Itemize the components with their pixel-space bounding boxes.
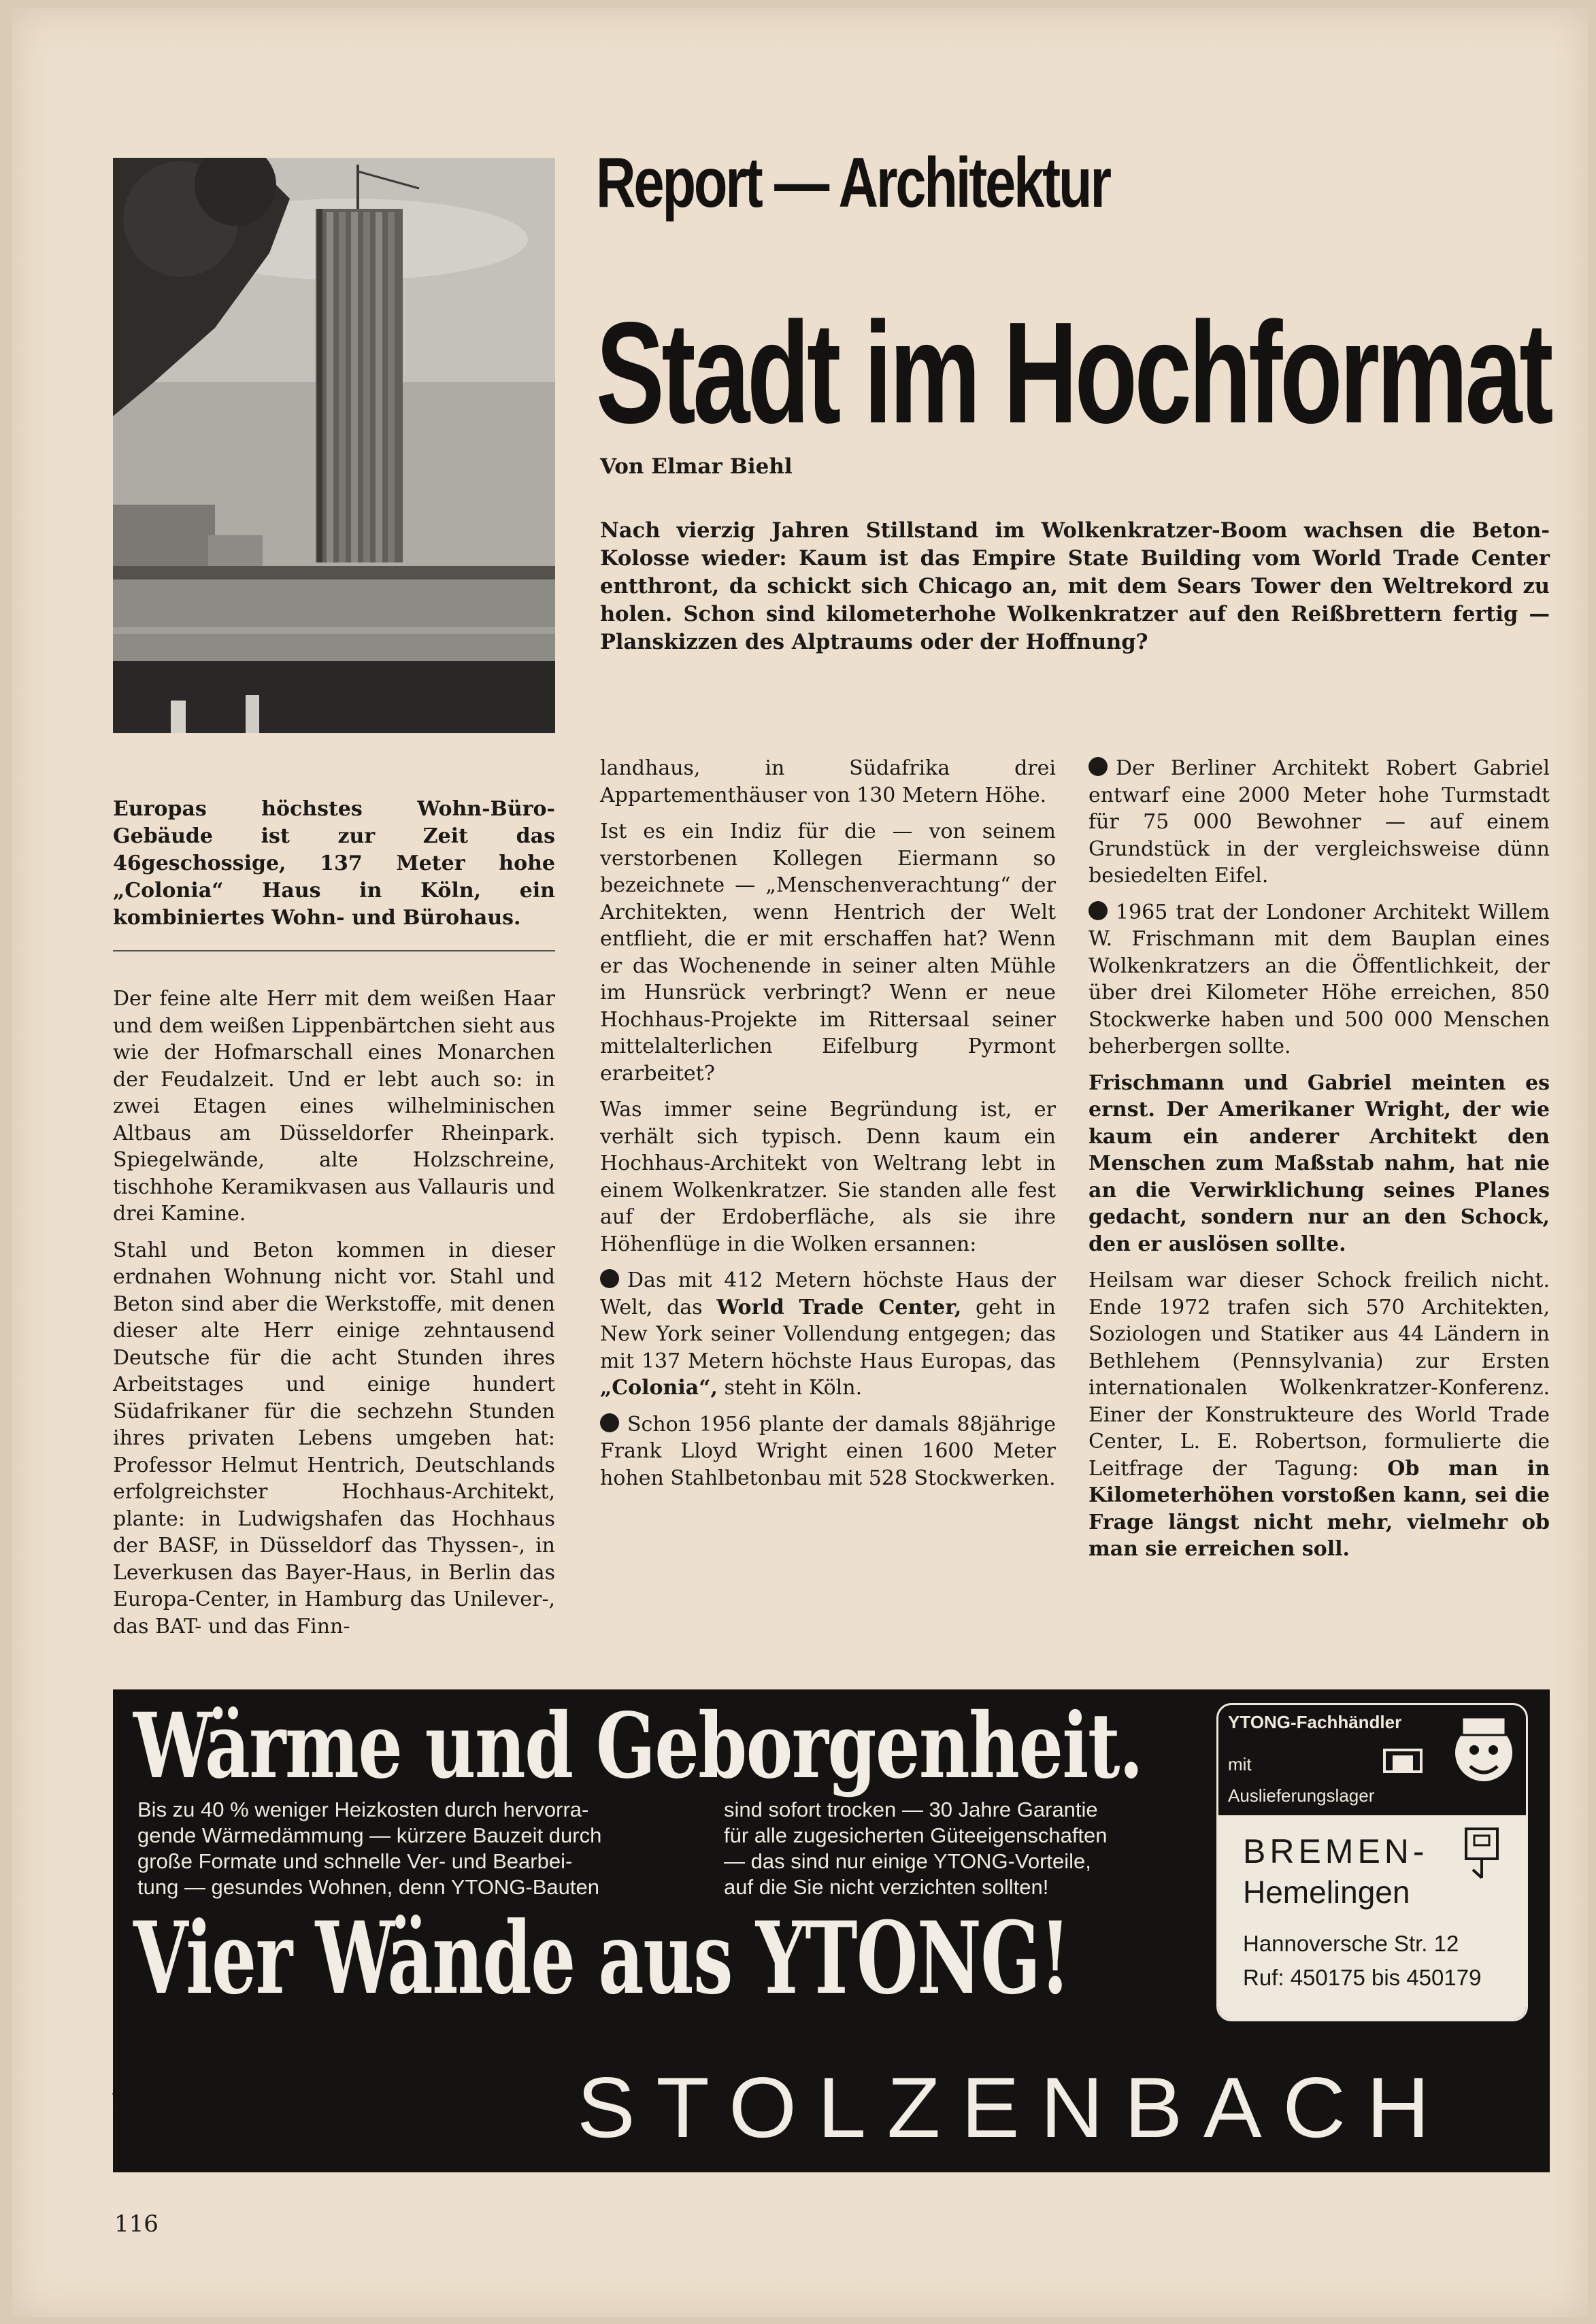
ad-text-line: — das sind nur einige YTONG-Vorteile,: [724, 1849, 1091, 1873]
body-paragraph: [1088, 1267, 1550, 1563]
bullet-text: 1965 trat der Londoner Architekt Willem W. Frischmann mit dem Bauplan eines Wolkenkratzers an die Öffentlichkeit, der über drei Kilometer Höhe erreichen, 850 Stockwerke haben und 500 000 Menschen beherbergen sollte.: [1088, 900, 1550, 1058]
warehouse-icon: [1382, 1747, 1424, 1774]
ad-text-line: sind sofort trocken — 30 Jahre Garantie: [724, 1798, 1098, 1821]
body-paragraph: landhaus, in Südafrika drei Appartementhäuser von 130 Metern Höhe.: [600, 756, 1056, 807]
column-3: [1088, 755, 1550, 1572]
caption-divider: [113, 950, 555, 952]
bullet-paragraph: [600, 1267, 1056, 1402]
dealer-mit: mit: [1228, 1754, 1252, 1774]
cover-photo: [113, 158, 555, 733]
ad-text-line: tung — gesundes Wohnen, denn YTONG-Bauten: [137, 1875, 600, 1899]
column-2: [600, 755, 1056, 1501]
mascot-face-icon: [1450, 1712, 1518, 1787]
ad-text-line: auf die Sie nicht verzichten sollten!: [724, 1875, 1049, 1899]
page-number: 116: [114, 2210, 159, 2238]
dealer-header: [1218, 1705, 1526, 1815]
ad-slogan: Vier Wände aus YTONG!: [133, 1900, 1070, 2017]
ad-text-left: [137, 1797, 601, 1900]
bullet-dot-icon: [600, 1269, 619, 1288]
section-kicker: Report — Architektur: [596, 144, 1110, 222]
bullet-text: Der Berliner Architekt Robert Gabriel entwarf eine 2000 Meter hohe Turmstadt für 75 000 Bewohner — auf einem Grundstück in der vergleichsweise dünn besiedelten Eifel.: [1088, 756, 1550, 888]
bullet-text-bold: World Trade Center,: [716, 1295, 962, 1319]
ad-text-line: große Formate und schnelle Ver- und Bearbei-: [137, 1849, 573, 1873]
dealer-box: [1216, 1703, 1528, 2021]
body-text-bold: Ob man in Kilometerhöhen vorstoßen kann, sei die Frage längst nicht mehr, vielmehr ob man sie erreichen soll.: [1088, 1456, 1550, 1561]
body-paragraph: Der feine alte Herr mit dem weißen Haar und dem weißen Lippenbärtchen sieht aus wie der Hofmarschall eines Monarchen der Feudalzeit. Und er lebt auch so: in zwei Etagen eines wilhelminischen Altbaus am Düsseldorfer Rheinpark. Spiegelwände, alte Holzschreine, tischhohe Keramikvasen aus Vallauris und drei Kamine.: [113, 987, 555, 1226]
ad-text-line: Bis zu 40 % weniger Heizkosten durch hervorra-: [137, 1798, 589, 1821]
bullet-dot-icon: [600, 1413, 619, 1432]
photo-caption: Europas höchstes Wohn-Büro-Gebäude ist zur Zeit das 46geschossige, 137 Meter hohe „Colonia“ Haus in Köln, ein kombiniertes Wohn- und Bürohaus.: [113, 797, 555, 930]
ad-headline: Wärme und Geborgenheit.: [133, 1694, 1143, 1799]
dealer-city: BREMEN-: [1243, 1832, 1429, 1870]
bold-text: Frischmann und Gabriel meinten es ernst. Der Amerikaner Wright, der wie kaum ein anderer Architekt den Menschen zum Maßstab nahm, hat nie an die Verwirklichung seines Planes gedacht, sondern nur an den Schock, den er auslösen sollte.: [1088, 1071, 1550, 1256]
column-1: [113, 986, 555, 1649]
dealer-lager: Auslieferungslager: [1228, 1785, 1375, 1806]
bullet-text: steht in Köln.: [717, 1376, 863, 1400]
bullet-text: Schon 1956 plante der damals 88jährige Frank Lloyd Wright einen 1600 Meter hohen Stahlbetonbau mit 528 Stockwerken.: [600, 1412, 1056, 1490]
bullet-text: geht in New York seiner Vollendung entgegen; das mit 137 Metern höchste Haus Europas, das: [600, 1295, 1056, 1373]
bullet-text: Das mit 412 Metern höchste Haus der Welt, das: [600, 1268, 1056, 1319]
dealer-address: [1218, 1815, 1526, 2019]
company-name: STOLZENBACH: [577, 2059, 1451, 2155]
dealer-label: YTONG-Fachhändler: [1228, 1712, 1402, 1732]
byline: Von Elmar Biehl: [600, 454, 793, 479]
ad-text-line: gende Wärmedämmung — kürzere Bauzeit durch: [137, 1823, 602, 1847]
bullet-paragraph: [1088, 899, 1550, 1060]
bullet-paragraph: [1088, 755, 1550, 890]
bullet-dot-icon: [1088, 757, 1108, 776]
article-headline: Stadt im Hochformat: [596, 292, 1551, 453]
dealer-district: Hemelingen: [1243, 1874, 1410, 1910]
dealer-phone: Ruf: 450175 bis 450179: [1243, 1965, 1482, 1990]
ad-text-line: für alle zugesicherten Güteeigenschaften: [724, 1823, 1108, 1847]
ytong-fachhaendler: YTONG-FACHHÄNDLER: [113, 2086, 614, 2127]
body-text: Heilsam war dieser Schock freilich nicht. Ende 1972 trafen sich 570 Architekten, Soziologen und Statiker aus 44 Ländern in Bethlehem (Pennsylvania) zur Ersten internationalen Wolkenkratzer-Konferenz. Einer der Konstrukteure des World Trade Center, L. E. Robertson, formulierte die Leitfrage der Tagung:: [1088, 1268, 1550, 1481]
body-paragraph: Ist es ein Indiz für die — von seinem verstorbenen Kollegen Eiermann so bezeichnete — „Menschenverachtung“ der Architekten, wenn Hentrich der Welt entflieht, die er mit erschaffen hat? Wenn er das Wochenende in seiner alten Mühle im Hunsrück verbringt? Wenn er neue Hochhaus-Projekte im Rittersaal seiner mittelalterlichen Eifelburg Pyrmont erarbeitet?: [600, 820, 1056, 1085]
bullet-dot-icon: [1088, 901, 1108, 920]
block-icon: [1463, 1826, 1501, 1881]
body-paragraph: Stahl und Beton kommen in dieser erdnahen Wohnung nicht vor. Stahl und Beton sind aber die Werkstoffe, mit denen dieser alte Herr einige zehntausend Deutsche für die acht Stunden ihres Arbeitstages und einige hundert Südafrikaner für die sechzehn Stunden ihres privaten Lebens umgeben hat: Professor Helmut Hentrich, Deutschlands erfolgreichster Hochhaus-Architekt, plante: in Ludwigshafen das Hochhaus der BASF, in Düsseldorf das Thyssen-, in Leverkusen das Bayer-Haus, in Berlin das Europa-Center, in Hamburg das Unilever-, das BAT- und das Finn-: [113, 1238, 555, 1638]
skyscraper-photo-illustration: [113, 158, 555, 733]
ad-text-right: [724, 1797, 1108, 1900]
dealer-street: Hannoversche Str. 12: [1243, 1931, 1459, 1956]
bold-paragraph: [1088, 1070, 1550, 1258]
bullet-paragraph: [600, 1411, 1056, 1492]
bullet-text-bold: „Colonia“,: [600, 1376, 718, 1400]
body-paragraph: Was immer seine Begründung ist, er verhält sich typisch. Denn kaum ein Hochhaus-Architekt von Weltrang lebt in einem Wolkenkratzer. Sie standen alle fest auf der Erdoberfläche, als sie ihre Höhenflüge in die Wolken ersannen:: [600, 1098, 1056, 1256]
magazine-page: [12, 8, 1588, 2317]
lead-paragraph: Nach vierzig Jahren Stillstand im Wolkenkratzer-Boom wachsen die Beton-Kolosse wieder: Kaum ist das Empire State Building vom World Trade Center entthront, da schickt sich Chicago an, mit dem Sears Tower den Weltrekord zu holen. Schon sind kilometerhohe Wolkenkratzer auf den Reißbrettern fertig — Planskizzen des Alptraums oder der Hoffnung?: [600, 518, 1550, 654]
